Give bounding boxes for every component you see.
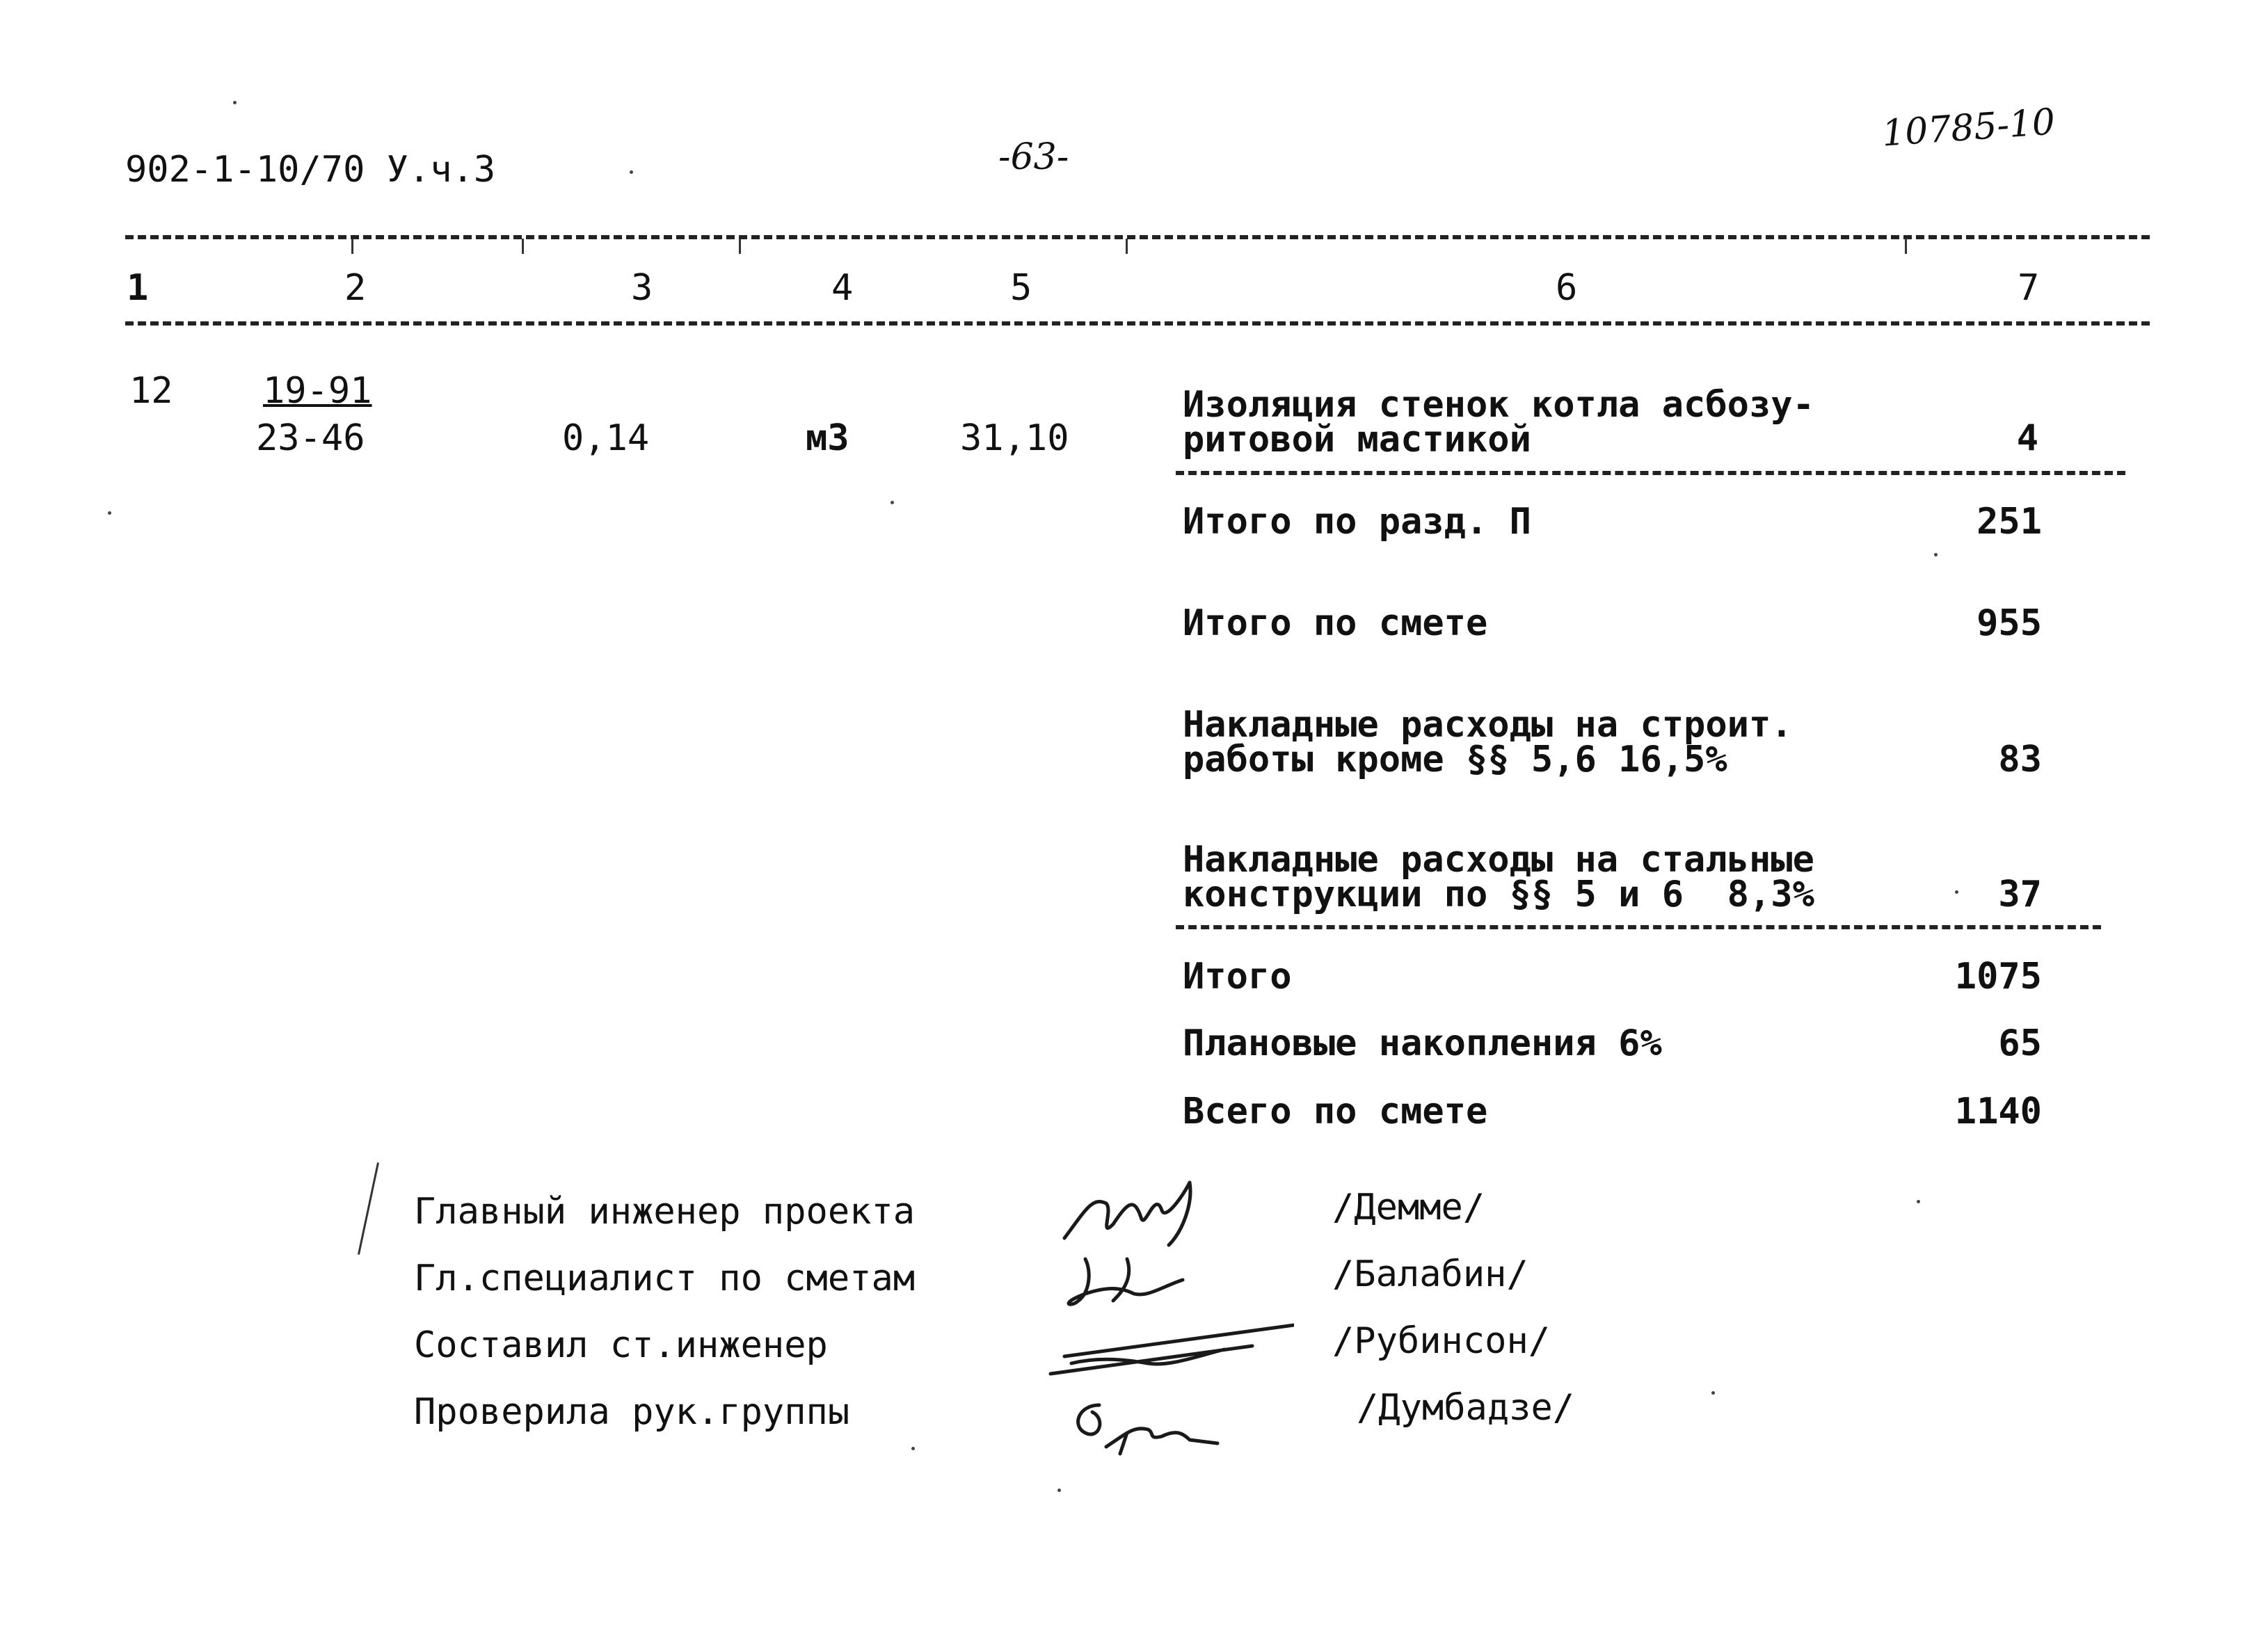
unit: м3 — [806, 417, 849, 459]
planned-savings-label: Плановые накопления 6% — [1183, 1023, 1662, 1064]
scan-speck — [630, 170, 633, 174]
row-total: 4 — [2016, 417, 2038, 459]
signature-role-checker: Проверила рук.группы — [414, 1391, 850, 1433]
signature-rubinson — [1051, 1325, 1294, 1374]
planned-savings-value: 65 — [1998, 1023, 2042, 1064]
column-tick — [739, 239, 741, 254]
quantity: 0,14 — [562, 417, 650, 459]
grand-total-label: Всего по смете — [1183, 1091, 1488, 1132]
scan-speck — [1711, 1391, 1715, 1395]
page-number: -63- — [998, 136, 1069, 178]
overhead-construction-line2: работы кроме §§ 5,6 16,5% — [1183, 739, 1727, 780]
column-tick — [1905, 239, 1907, 254]
scan-speck — [1057, 1489, 1061, 1492]
overhead-construction-value: 83 — [1998, 739, 2042, 780]
unit-price: 31,10 — [960, 417, 1069, 459]
document-code: 902-1-10/70 У.ч.3 — [125, 149, 496, 191]
subtotal-label: Итого — [1183, 956, 1292, 997]
estimate-total-label: Итого по смете — [1183, 602, 1488, 644]
grand-total-value: 1140 — [1954, 1091, 2042, 1132]
signature-balabin — [1069, 1259, 1183, 1304]
header-top-rule — [125, 235, 2150, 239]
overhead-steel-line1: Накладные расходы на стальные — [1183, 839, 1814, 881]
overhead-steel-line2: конструкции по §§ 5 и 6 8,3% — [1183, 874, 1814, 915]
header-bottom-rule — [125, 321, 2150, 326]
overhead-construction-line1: Накладные расходы на строит. — [1183, 704, 1793, 746]
column-header-4: 4 — [831, 267, 854, 309]
subtotal-value: 1075 — [1954, 956, 2042, 997]
column-header-6: 6 — [1556, 267, 1578, 309]
signature-name-balabin: /Балабин/ — [1332, 1253, 1528, 1295]
margin-stroke — [358, 1162, 379, 1255]
column-header-1: 1 — [127, 267, 149, 309]
signature-role-estimates-specialist: Гл.специалист по сметам — [414, 1258, 916, 1299]
scan-speck — [891, 501, 894, 504]
row-rule — [1176, 471, 2125, 475]
signature-dumbadze — [1078, 1405, 1217, 1454]
column-header-5: 5 — [1010, 267, 1032, 309]
work-description-line1: Изоляция стенок котла асбозу- — [1183, 384, 1814, 426]
work-description-line2: ритовой мастикой — [1183, 419, 1531, 460]
scan-speck — [1955, 890, 1958, 894]
scan-speck — [1934, 553, 1938, 556]
signature-demme — [1064, 1182, 1190, 1245]
column-tick — [522, 239, 524, 254]
row-number: 12 — [129, 370, 173, 412]
handwritten-signatures — [1044, 1155, 1294, 1475]
overhead-steel-value: 37 — [1998, 874, 2042, 915]
section-total-label: Итого по разд. П — [1183, 501, 1531, 543]
archive-number: 10785-10 — [1880, 101, 2057, 155]
scan-speck — [233, 101, 237, 104]
column-header-7: 7 — [2018, 267, 2040, 309]
summary-rule — [1176, 925, 2101, 929]
signature-name-dumbadze: /Думбадзе/ — [1357, 1387, 1575, 1429]
signature-role-compiler: Составил ст.инженер — [414, 1324, 828, 1366]
signature-role-chief-engineer: Главный инженер проекта — [414, 1191, 916, 1233]
rate-code-top: 19-91 — [263, 370, 372, 412]
rate-code-bottom: 23-46 — [256, 417, 365, 459]
column-tick — [351, 239, 353, 254]
signature-name-rubinson: /Рубинсон/ — [1332, 1320, 1551, 1362]
column-tick — [1126, 239, 1128, 254]
scan-speck — [108, 511, 111, 515]
estimate-total-value: 955 — [1976, 602, 2042, 644]
signature-name-demme: /Демме/ — [1332, 1187, 1485, 1228]
column-header-2: 2 — [344, 267, 367, 309]
scan-speck — [911, 1447, 915, 1450]
section-total-value: 251 — [1976, 501, 2042, 543]
column-header-3: 3 — [631, 267, 653, 309]
scan-speck — [1917, 1200, 1920, 1203]
